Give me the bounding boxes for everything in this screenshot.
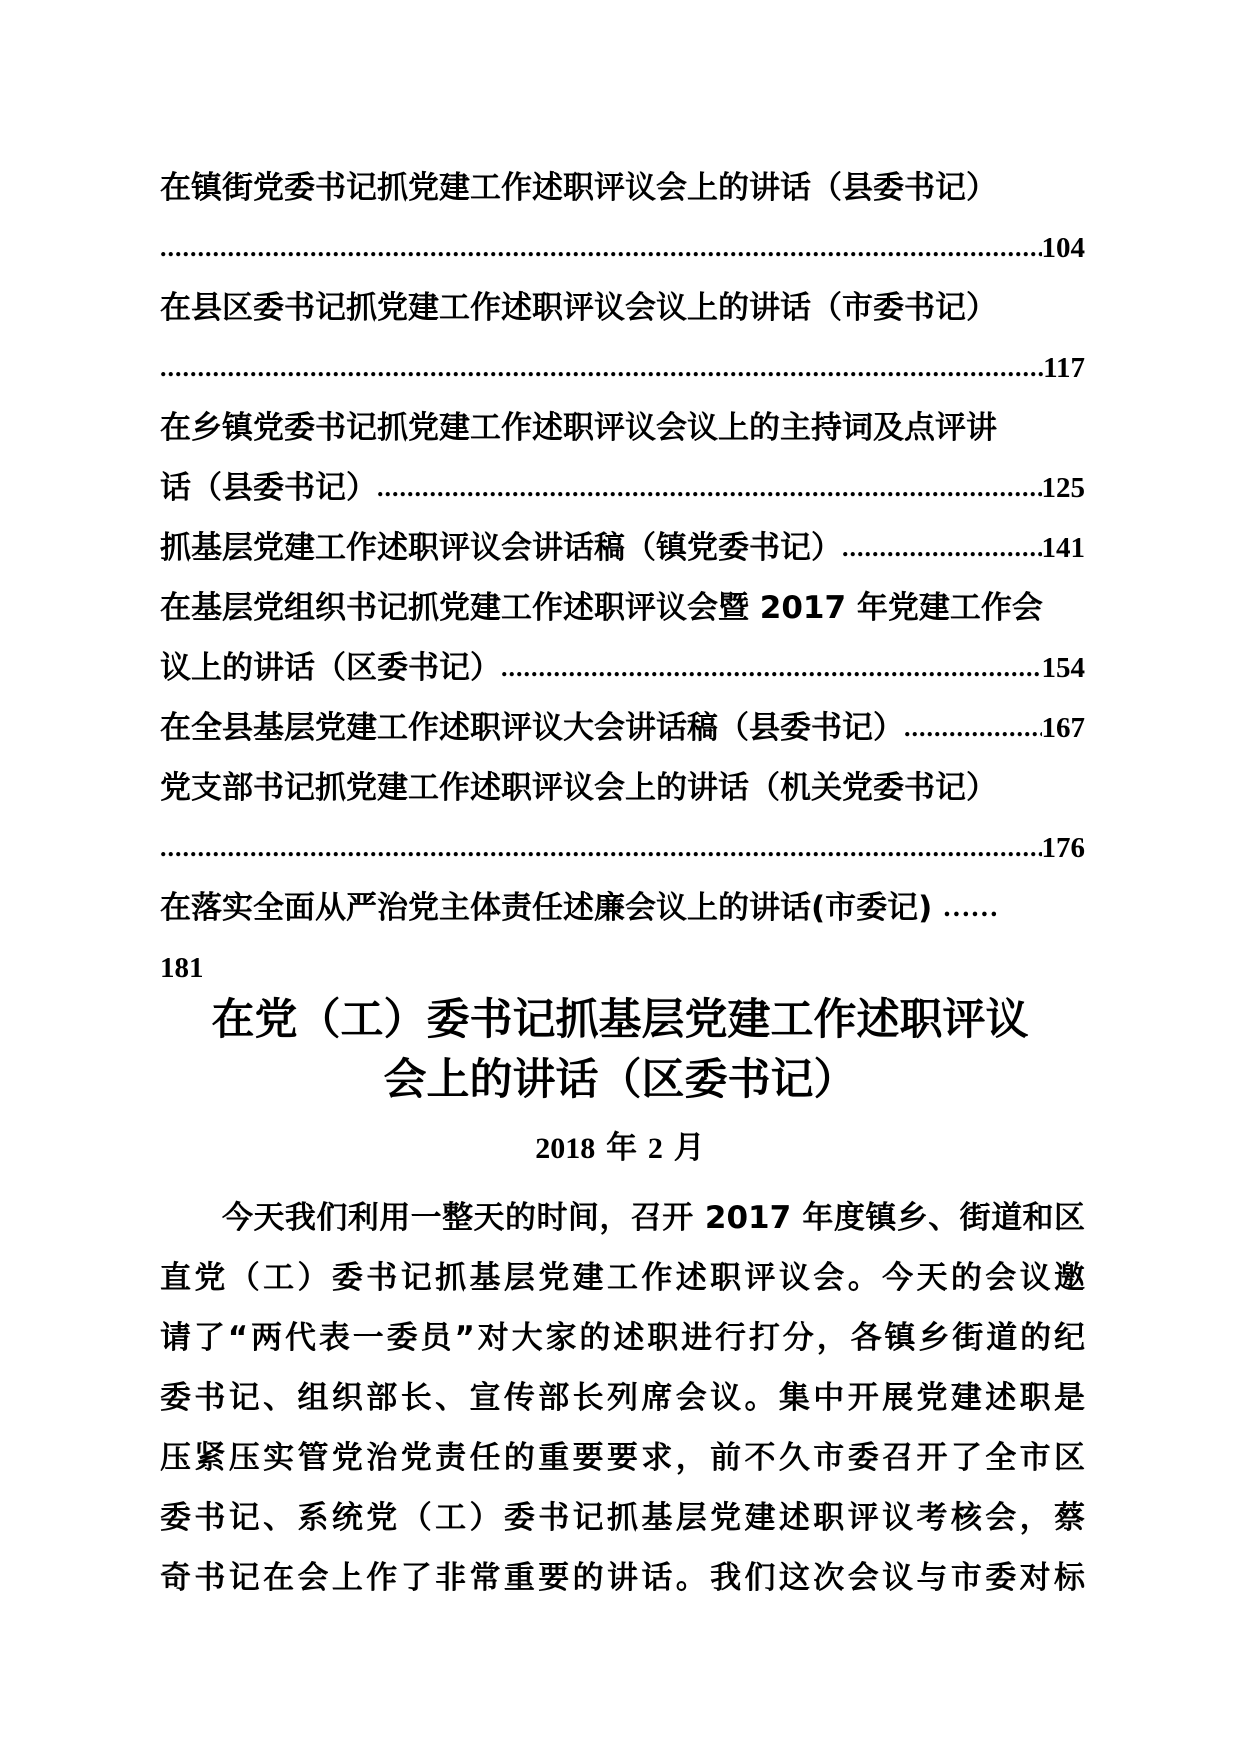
toc-entry-text: 抓基层党建工作述职评议会讲话稿（镇党委书记）: [160, 530, 842, 566]
toc-entry-title[interactable]: [160, 398, 1085, 458]
toc-page-number: 154: [1041, 652, 1085, 684]
toc-entry-text: 在基层党组织书记抓党建工作述职评议会暨 2017 年党建工作会: [160, 590, 1043, 626]
toc-ellipsis: ……: [942, 892, 999, 923]
toc-entry-leader[interactable]: [160, 338, 1085, 398]
body-line: 请了“两代表一委员”对大家的述职进行打分，各镇乡街道的纪: [160, 1320, 1085, 1356]
toc-entry-title[interactable]: [160, 578, 1085, 638]
toc-entry-text: 议上的讲话（区委书记）: [160, 650, 501, 686]
toc-entry-text: 在落实全面从严治党主体责任述廉会议上的讲话(市委记): [160, 890, 933, 926]
toc-entry-text: 话（县委书记）: [160, 470, 377, 506]
toc-entry-text: 在乡镇党委书记抓党建工作述职评议会议上的主持词及点评讲: [160, 410, 997, 446]
toc-entry-leader[interactable]: [160, 218, 1085, 278]
toc-entry-leader[interactable]: [160, 938, 1085, 998]
dot-leader: [377, 458, 1042, 518]
body-line: 奇书记在会上作了非常重要的讲话。我们这次会议与市委对标: [160, 1560, 1085, 1596]
toc-page-number: 104: [1041, 232, 1085, 264]
toc-page-number: 125: [1041, 472, 1085, 504]
toc-entry[interactable]: [160, 518, 1085, 578]
toc-page-number: 176: [1041, 832, 1085, 864]
article-title-line: 在党（工）委书记抓基层党建工作述职评议: [211, 995, 1029, 1045]
toc-entry-text: 党支部书记抓党建工作述职评议会上的讲话（机关党委书记）: [160, 770, 997, 806]
article-title-line: 会上的讲话（区委书记）: [383, 1055, 857, 1105]
article-body: [160, 1188, 1085, 1608]
body-line: 直党（工）委书记抓基层党建工作述职评议会。今天的会议邀: [160, 1260, 1085, 1296]
body-line: 委书记、组织部长、宣传部长列席会议。集中开展党建述职是: [160, 1380, 1085, 1416]
toc-entry-title[interactable]: [160, 758, 1085, 818]
toc-entry-text: 在全县基层党建工作述职评议大会讲话稿（县委书记）: [160, 710, 904, 746]
toc-entry-text: 在县区委书记抓党建工作述职评议会议上的讲话（市委书记）: [160, 290, 997, 326]
toc-entry-title[interactable]: [160, 158, 1085, 218]
toc-entry-title[interactable]: [160, 278, 1085, 338]
toc-entry[interactable]: [160, 698, 1085, 758]
body-line: 压紧压实管党治党责任的重要要求，前不久市委召开了全市区: [160, 1440, 1085, 1476]
dot-leader: [160, 338, 1043, 398]
body-line: 委书记、系统党（工）委书记抓基层党建述职评议考核会，蔡: [160, 1500, 1085, 1536]
dot-leader: [160, 818, 1042, 878]
article-date: [0, 1126, 1240, 1171]
toc-page-number: 167: [1041, 712, 1085, 744]
dot-leader: [904, 698, 1042, 758]
date-year-unit: 年: [595, 1130, 648, 1166]
date-month-unit: 月: [662, 1130, 705, 1166]
dot-leader: [842, 518, 1042, 578]
toc-entry-leader[interactable]: [160, 818, 1085, 878]
toc-page-number: 117: [1043, 352, 1085, 384]
date-year: 2018: [535, 1132, 596, 1165]
toc-entry-leader[interactable]: [160, 638, 1085, 698]
toc-entry-text: 在镇街党委书记抓党建工作述职评议会上的讲话（县委书记）: [160, 170, 997, 206]
toc-page-number: 141: [1041, 532, 1085, 564]
toc-entry-title[interactable]: [160, 878, 1085, 938]
dot-leader: [501, 638, 1042, 698]
body-line: 今天我们利用一整天的时间，召开 2017 年度镇乡、街道和区: [222, 1200, 1085, 1236]
toc-entry-leader[interactable]: [160, 458, 1085, 518]
dot-leader: [160, 218, 1042, 278]
article-title: [150, 990, 1090, 1110]
date-month: 2: [647, 1132, 663, 1165]
table-of-contents: [160, 158, 1085, 998]
toc-page-number: 181: [160, 952, 204, 984]
